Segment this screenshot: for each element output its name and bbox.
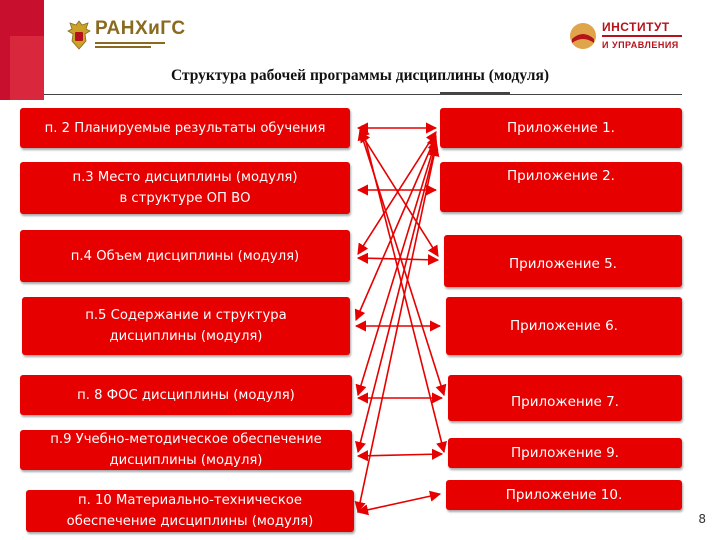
- left-item-p10: п. 10 Материально-техническое обеспечение дисциплины (модуля): [26, 490, 354, 532]
- left-item-p2: п. 2 Планируемые результаты обучения: [20, 108, 350, 148]
- page-title: Структура рабочей программы дисциплины (модуля): [170, 67, 550, 84]
- left-item-p5: п.5 Содержание и структура дисциплины (модуля): [22, 297, 350, 355]
- right-item-app1: Приложение 1.: [440, 108, 682, 148]
- institute-logo-line2: И УПРАВЛЕНИЯ: [602, 40, 679, 50]
- left-item-p3: п.3 Место дисциплины (модуля) в структуре ОП ВО: [20, 162, 350, 214]
- right-item-app5: Приложение 5.: [444, 235, 682, 287]
- arrow-p5-app1: [356, 136, 436, 320]
- right-item-app9: Приложение 9.: [448, 438, 682, 468]
- arrow-p10-app1: [358, 146, 436, 512]
- right-item-app6: Приложение 6.: [446, 297, 682, 355]
- arrow-p8-app1: [358, 140, 436, 395]
- page-number: 8: [698, 512, 706, 526]
- arrow-p2-app9: [362, 126, 444, 452]
- arrow-p10-app10: [358, 494, 440, 512]
- institute-logo-line1: ИНСТИТУТ: [602, 20, 670, 34]
- ranepa-logo-text: РАНХиГС: [95, 18, 186, 39]
- right-item-app2: Приложение 2.: [440, 162, 682, 212]
- right-item-app7: Приложение 7.: [448, 375, 682, 421]
- left-item-p8: п. 8 ФОС дисциплины (модуля): [20, 375, 352, 415]
- right-item-app10: Приложение 10.: [446, 480, 682, 510]
- arrow-p4-app5: [358, 258, 438, 260]
- left-item-p4: п.4 Объем дисциплины (модуля): [20, 230, 350, 282]
- left-item-p9: п.9 Учебно-методическое обеспечение дисциплины (модуля): [20, 430, 352, 470]
